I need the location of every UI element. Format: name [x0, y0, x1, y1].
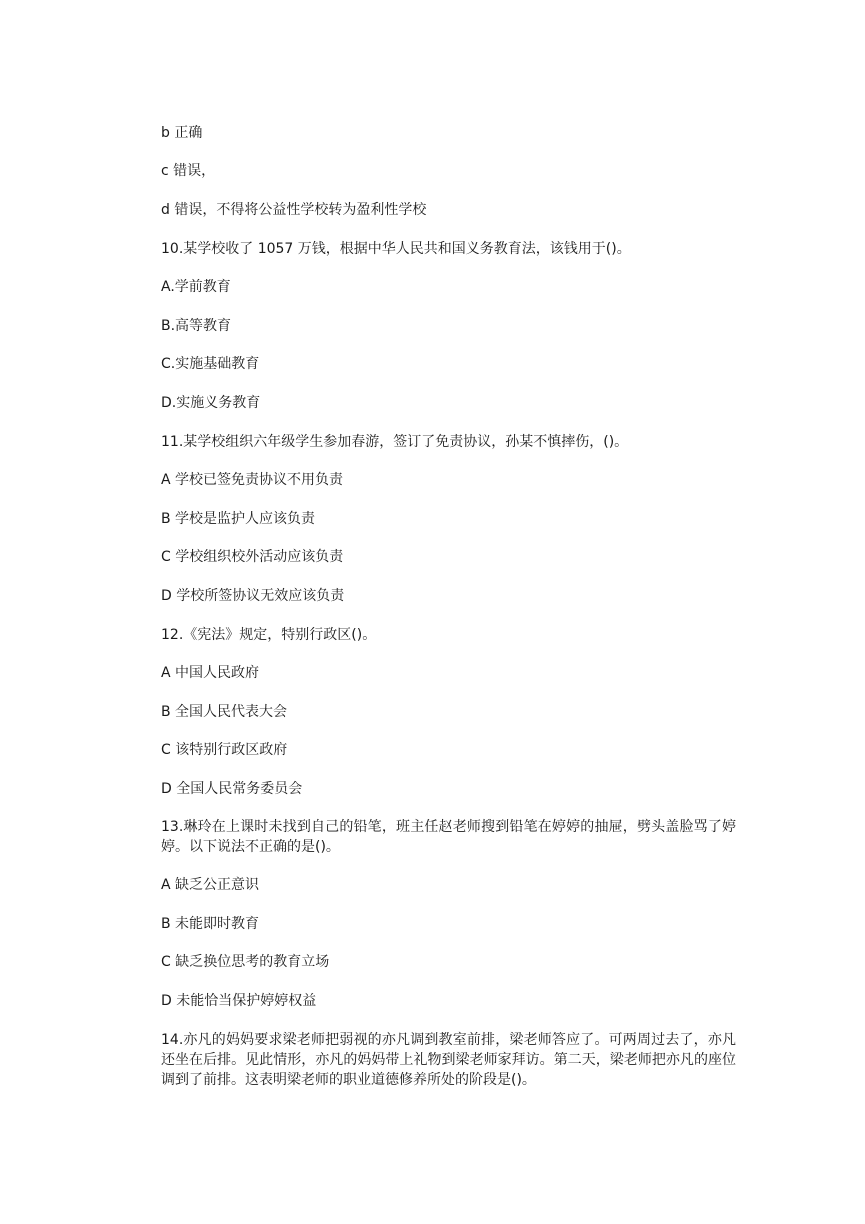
q10-option-c: C.实施基础教育 — [161, 356, 260, 372]
q12-option-c: C 该特别行政区政府 — [161, 742, 288, 758]
option-c-wrong: c 错误， — [161, 163, 216, 179]
q12-option-a: A 中国人民政府 — [161, 665, 260, 681]
q11-option-c: C 学校组织校外活动应该负责 — [161, 549, 344, 565]
q12-option-b: B 全国人民代表大会 — [161, 704, 288, 720]
q10-option-a: A.学前教育 — [161, 279, 231, 295]
q11-option-d: D 学校所签协议无效应该负责 — [161, 588, 345, 604]
question-12: 12.《宪法》规定，特别行政区()。 — [161, 627, 377, 643]
q10-option-d: D.实施义务教育 — [161, 395, 261, 411]
question-10: 10.某学校收了 1057 万钱，根据中华人民共和国义务教育法，该钱用于()。 — [161, 241, 631, 257]
q13-option-b: B 未能即时教育 — [161, 916, 260, 932]
question-14: 14.亦凡的妈妈要求梁老师把弱视的亦凡调到教室前排，梁老师答应了。可两周过去了，亦凡还坐在后排。见此情形，亦凡的妈妈带上礼物到梁老师家拜访。第二天，梁老师把亦凡的座位调到了前排。这表明梁老师的职业道德修养所处的阶段是()。 — [161, 1032, 736, 1088]
question-13: 13.琳玲在上课时未找到自己的铅笔，班主任赵老师搜到铅笔在婷婷的抽屉，劈头盖脸骂了婷婷。以下说法不正确的是()。 — [161, 819, 736, 855]
q10-option-b: B.高等教育 — [161, 318, 232, 334]
question-11: 11.某学校组织六年级学生参加春游，签订了免责协议，孙某不慎摔伤，()。 — [161, 434, 629, 450]
q11-option-a: A 学校已签免责协议不用负责 — [161, 472, 344, 488]
option-b-correct: b 正确 — [161, 125, 203, 141]
q11-option-b: B 学校是监护人应该负责 — [161, 511, 316, 527]
q13-option-c: C 缺乏换位思考的教育立场 — [161, 954, 330, 970]
q13-option-d: D 未能恰当保护婷婷权益 — [161, 993, 317, 1009]
q13-option-a: A 缺乏公正意识 — [161, 877, 260, 893]
q12-option-d: D 全国人民常务委员会 — [161, 781, 303, 797]
option-d-wrong: d 错误，不得将公益性学校转为盈利性学校 — [161, 202, 427, 218]
